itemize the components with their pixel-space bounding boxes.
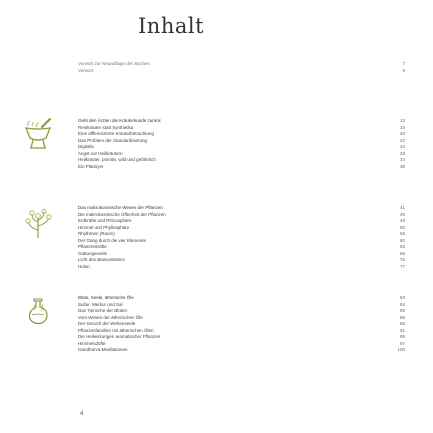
toc-entry[interactable] [78, 308, 405, 314]
toc-entry-title: Himmelsdüfte [78, 340, 106, 346]
page-title: Inhalt [138, 14, 205, 38]
toc-entry-title: Das makrokosmische Wesen der Pflanzen [78, 205, 163, 210]
toc-entry-page: 45 [399, 211, 405, 217]
toc-entry[interactable] [78, 157, 405, 163]
toc-entry-page: 28 [399, 150, 405, 156]
toc-entry[interactable] [78, 334, 405, 340]
toc-entry-page: 88 [399, 321, 405, 326]
toc-entry-page: 100 [397, 347, 405, 352]
toc-entry-title: Blüte, Seele, ätherische Öle [78, 295, 134, 300]
toc-entry-title: Pflanzenfamilien mit ätherischen Ölen [78, 327, 154, 333]
toc-entry[interactable] [78, 61, 405, 67]
oil-flask-icon [22, 295, 54, 327]
mortar-pestle-icon [22, 118, 54, 150]
toc-entry-title: Sulfur, Merkur und Sal [78, 301, 123, 307]
toc-entry-title: Pflanzenkräfte [78, 244, 107, 249]
toc-entry-page: 97 [399, 340, 405, 346]
toc-entry-page: 91 [399, 327, 405, 333]
toc-entry-page: 86 [399, 314, 405, 320]
toc-entry-page: 85 [399, 308, 405, 313]
toc-entry-page: 16 [399, 124, 405, 130]
toc-entry-page: 41 [399, 205, 405, 210]
toc-entry[interactable] [78, 302, 405, 308]
toc-entry-page: 60 [399, 237, 405, 243]
toc-entry-page: 56 [399, 231, 405, 236]
toc-entry-title: Reinkräuter statt Synthetika [78, 124, 134, 130]
toc-entry-title: Vom Wesen der ätherischen Öle [78, 314, 143, 320]
toc-entry[interactable] [78, 68, 405, 74]
toc-entry-title: Das Tierische der Blüten [78, 308, 128, 313]
toc-entry-page: 20 [399, 131, 405, 136]
toc-entry-page: 13 [399, 118, 405, 123]
toc-entry-page: 7 [402, 61, 405, 66]
toc-entry[interactable] [78, 295, 405, 301]
toc-entry[interactable] [78, 251, 405, 257]
toc-entry-title: Holon [78, 263, 90, 269]
toc-entry[interactable] [78, 315, 405, 321]
toc-entry[interactable] [78, 225, 405, 231]
toc-entry[interactable] [78, 151, 405, 157]
toc-entry[interactable] [78, 138, 405, 144]
toc-entry-page: 77 [399, 263, 405, 269]
toc-entry[interactable] [78, 264, 405, 270]
toc-entry-title: Heilkräuter, primitiv, wild und gefährlich [78, 157, 156, 162]
toc-entry-page: 75 [399, 257, 405, 262]
toc-entry-page: 22 [399, 137, 405, 143]
toc-entry-title: Der Gang durch die vier Elemente [78, 237, 147, 243]
toc-entry-page: 83 [399, 295, 405, 300]
toc-entry[interactable] [78, 144, 405, 150]
toc-entry[interactable] [78, 341, 405, 347]
toc-entry-page: 84 [399, 301, 405, 307]
toc-entry-page: 9 [402, 67, 405, 73]
toc-entry[interactable] [78, 164, 405, 170]
toc-entry-title: Vorwort zur Neuauflage des Buches [78, 61, 150, 66]
toc-entry[interactable] [78, 231, 405, 237]
toc-entry[interactable] [78, 218, 405, 224]
toc-entry-title: Die makrokosmische Offenheit der Pflanzen [78, 211, 166, 217]
toc-entry-title: Rhythmen (Raum) [78, 231, 115, 236]
toc-entry-page: 50 [399, 224, 405, 230]
toc-entry[interactable] [78, 205, 405, 211]
toc-entry-page: 24 [399, 144, 405, 149]
toc-entry-page: 66 [399, 250, 405, 256]
toc-entry-title: Eine differenzierte Kräuterbetrachtung [78, 131, 154, 136]
toc-entry[interactable] [78, 347, 405, 353]
toc-entry-title: Gandharva-Meditationen [78, 347, 128, 352]
toc-entry[interactable] [78, 257, 405, 263]
toc-entry-title: Der Geruch der Wehenseele [78, 321, 136, 326]
flower-icon [22, 208, 54, 240]
toc-entry-page: 48 [399, 218, 405, 223]
toc-entry[interactable] [78, 328, 405, 334]
toc-entry-title: Geht den Ärzten die Kräuterkunde zurück [78, 118, 161, 123]
toc-entry-page: 34 [399, 157, 405, 162]
toc-entry-title: Digitalis [78, 144, 94, 149]
toc-entry-title: Himmel und Phyllosphäre [78, 224, 130, 230]
toc-entry-title: Die Heilwirkungen aromatischer Pflanzen [78, 334, 161, 339]
toc-entry-title: Erdkräfte und Rhizosphäre [78, 218, 132, 223]
toc-entry-page: 95 [399, 334, 405, 339]
toc-entry-page: 63 [399, 244, 405, 249]
toc-entry[interactable] [78, 321, 405, 327]
toc-entry[interactable] [78, 125, 405, 131]
toc-entry[interactable] [78, 244, 405, 250]
toc-entry[interactable] [78, 212, 405, 218]
toc-entry[interactable] [78, 131, 405, 137]
toc-entry-page: 38 [399, 163, 405, 169]
toc-entry-title: Ein Plädoyer [78, 163, 104, 169]
page-number: 4 [80, 411, 84, 417]
toc-entry-title: Licht des Bewusstseins [78, 257, 125, 262]
toc-entry-title: Das Problem der Standardisierung [78, 137, 148, 143]
toc-entry-title: Angst vor Heilkräutern [78, 150, 123, 156]
toc-entry[interactable] [78, 118, 405, 124]
toc-entry-title: Vorwort [78, 67, 94, 73]
toc-entry[interactable] [78, 238, 405, 244]
toc-entry-title: Gattungsseele [78, 250, 108, 256]
